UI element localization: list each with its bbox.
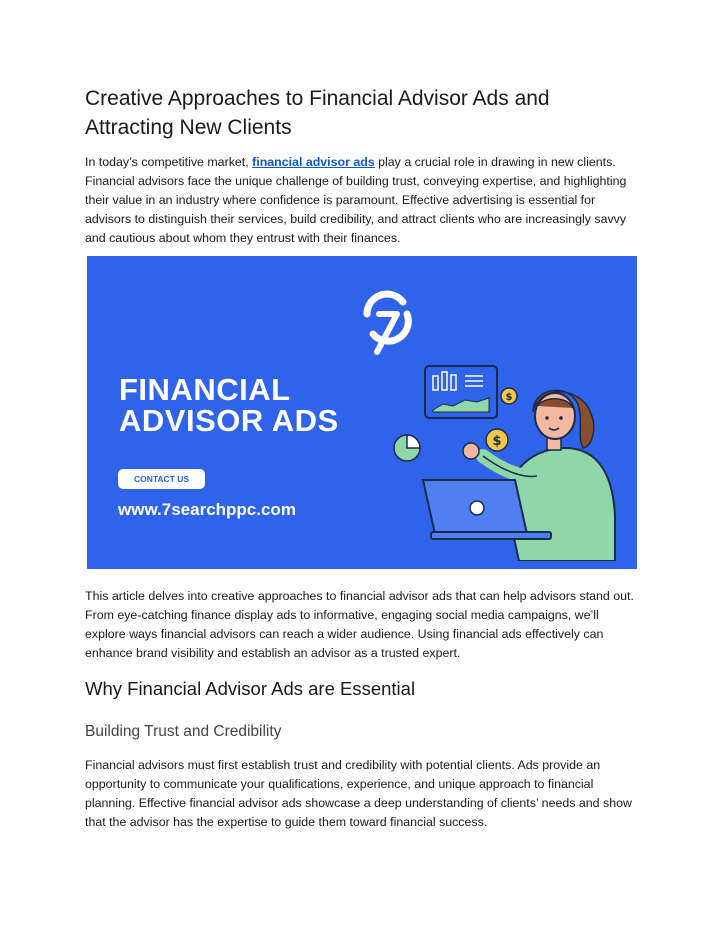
section-heading: Why Financial Advisor Ads are Essential — [85, 678, 416, 699]
subsection-paragraph: Financial advisors must first establish trust and credibility with potential clients. Ads provide an opportunity to communicate your qualifications, experience, and unique approach to financial planning. Effective financial advisor ads showcase a deep understanding of clients’ needs and show that the advisor has the expertise to guide them toward financial success. — [85, 758, 632, 829]
banner-title-line2: ADVISOR ADS — [119, 403, 339, 438]
banner-title-line1: FINANCIAL — [119, 372, 291, 407]
financial-advisor-ads-banner — [87, 256, 637, 569]
body-paragraph: This article delves into creative approaches to financial advisor ads that can help advisors stand out. From eye-catching finance display ads to informative, engaging social media campaigns, we’ll explore ways financial advisors can reach a wider audience. Using financial ads effectively can enhance brand visibility and establish an advisor as a trusted expert. — [85, 589, 634, 660]
intro-text-start: In today’s competitive market, — [85, 155, 253, 169]
banner-url: www.7searchppc.com — [118, 500, 296, 519]
financial-advisor-ads-link[interactable]: financial advisor ads — [252, 155, 375, 169]
article-title: Creative Approaches to Financial Advisor Ads and Attracting New Clients — [85, 87, 550, 139]
subsection-heading: Building Trust and Credibility — [85, 723, 282, 740]
svg-text:$: $ — [492, 434, 502, 449]
dashboard-chart-icon — [425, 366, 497, 418]
dollar-coin-icon — [501, 388, 517, 404]
woman-with-laptop-illustration — [387, 356, 627, 561]
intro-paragraph — [85, 153, 637, 248]
contact-us-button[interactable]: CONTACT US — [118, 469, 205, 489]
banner-title — [119, 374, 339, 436]
pie-chart-icon — [394, 435, 420, 461]
7search-logo-icon — [359, 284, 415, 356]
intro-text-end: play a crucial role in drawing in new clients. Financial advisors face the unique challenge of building trust, conveying expertise, and highlighting their value in an industry where confidence is paramount. Effective advertising is essential for advisors to distinguish their services, build credibility, and attract clients who are increasingly savvy and cautious about whom they entrust with their finances. — [85, 155, 627, 245]
svg-text:$: $ — [505, 392, 513, 403]
dollar-coin-large-icon — [486, 429, 508, 451]
